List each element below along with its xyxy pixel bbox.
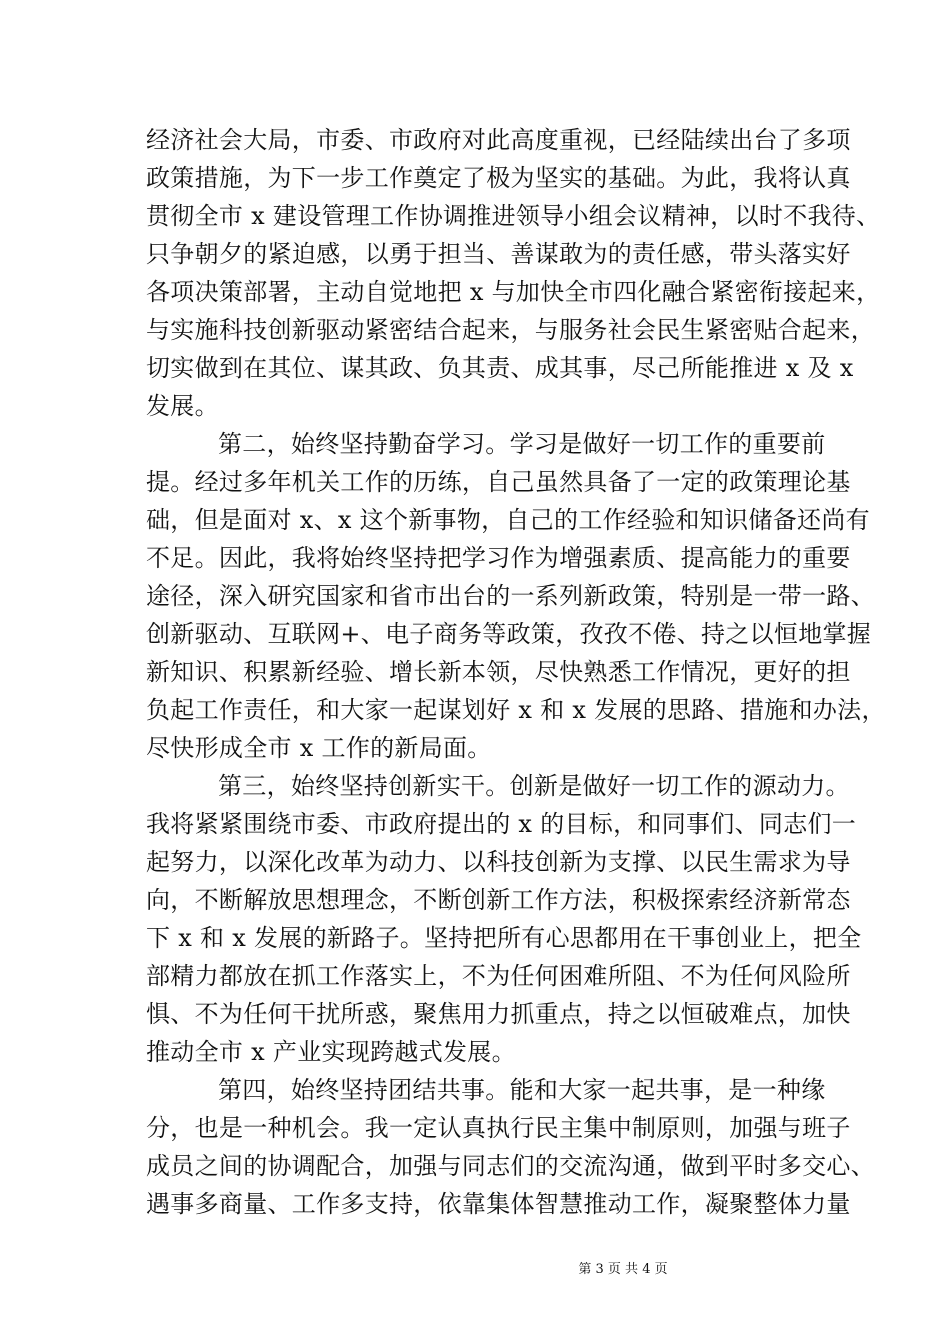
text-line: 遇事多商量、工作多支持，依靠集体智慧推动工作，凝聚整体力量 — [146, 1190, 851, 1218]
text-line: 新知识、积累新经验、增长新本领，尽快熟悉工作情况，更好的担 — [146, 658, 851, 686]
text-line: 与实施科技创新驱动紧密结合起来，与服务社会民生紧密贴合起来， — [146, 316, 875, 344]
text-line: 负起工作责任，和大家一起谋划好 x 和 x 发展的思路、措施和办法， — [146, 696, 886, 724]
text-line: 惧、不为任何干扰所惑，聚焦用力抓重点，持之以恒破难点，加快 — [146, 1000, 851, 1028]
text-line: 提。经过多年机关工作的历练，自己虽然具备了一定的政策理论基 — [146, 468, 851, 496]
text-line: 尽快形成全市 x 工作的新局面。 — [146, 734, 492, 762]
text-line: 发展。 — [146, 392, 219, 420]
text-line: 我将紧紧围绕市委、市政府提出的 x 的目标，和同事们、同志们一 — [146, 810, 857, 838]
text-line: 各项决策部署，主动自觉地把 x 与加快全市四化融合紧密衔接起来， — [146, 278, 881, 306]
text-line: 起努力，以深化改革为动力、以科技创新为支撑、以民生需求为导 — [146, 848, 851, 876]
text-line: 推动全市 x 产业实现跨越式发展。 — [146, 1038, 516, 1066]
text-line: 切实做到在其位、谋其政、负其责、成其事，尽己所能推进 x 及 x — [146, 354, 854, 382]
text-line: 经济社会大局，市委、市政府对此高度重视，已经陆续出台了多项 — [146, 126, 851, 154]
text-line: 贯彻全市 x 建设管理工作协调推进领导小组会议精神，以时不我待、 — [146, 202, 881, 230]
paragraph-first-line: 第三，始终坚持创新实干。创新是做好一切工作的源动力。 — [218, 772, 850, 800]
paragraph-first-line: 第四，始终坚持团结共事。能和大家一起共事，是一种缘 — [218, 1076, 826, 1104]
text-line: 只争朝夕的紧迫感，以勇于担当、善谋敢为的责任感，带头落实好 — [146, 240, 851, 268]
page-number: 第 3 页 共 4 页 — [578, 1262, 668, 1277]
text-line: 础，但是面对 x、x 这个新事物，自己的工作经验和知识储备还尚有 — [146, 506, 870, 534]
text-line: 向，不断解放思想理念，不断创新工作方法，积极探索经济新常态 — [146, 886, 851, 914]
text-line: 分，也是一种机会。我一定认真执行民主集中制原则，加强与班子 — [146, 1114, 851, 1142]
paragraph-first-line: 第二，始终坚持勤奋学习。学习是做好一切工作的重要前 — [218, 430, 826, 458]
text-line: 途径，深入研究国家和省市出台的一系列新政策，特别是一带一路、 — [146, 582, 875, 610]
text-line: 成员之间的协调配合，加强与同志们的交流沟通，做到平时多交心、 — [146, 1152, 875, 1180]
text-line: 下 x 和 x 发展的新路子。坚持把所有心思都用在干事创业上，把全 — [146, 924, 862, 952]
text-line: 政策措施，为下一步工作奠定了极为坚实的基础。为此，我将认真 — [146, 164, 851, 192]
text-line: 部精力都放在抓工作落实上，不为任何困难所阻、不为任何风险所 — [146, 962, 851, 990]
text-line: 不足。因此，我将始终坚持把学习作为增强素质、提高能力的重要 — [146, 544, 851, 572]
text-line: 创新驱动、互联网+、电子商务等政策，孜孜不倦、持之以恒地掌握 — [146, 620, 872, 648]
page-footer — [0, 1262, 950, 1278]
